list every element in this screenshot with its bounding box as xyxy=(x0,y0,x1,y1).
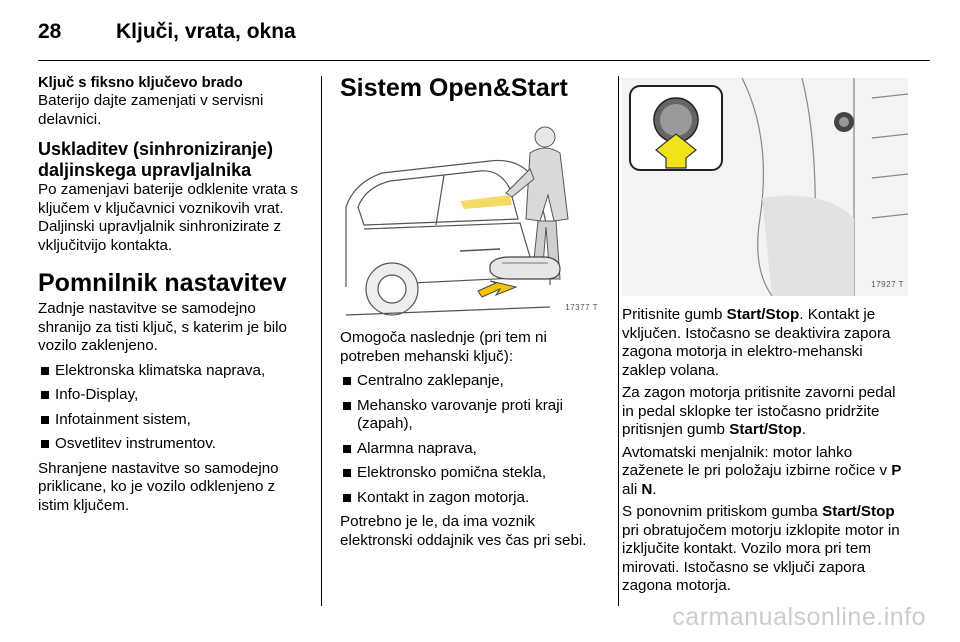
paragraph-key-battery: Baterijo dajte zamenjati v servisni delavnici. xyxy=(38,92,264,128)
column-divider-2 xyxy=(618,76,619,606)
list-item: Infotainment sistem, xyxy=(38,411,310,430)
figure-code: 17377 T xyxy=(565,302,598,312)
watermark: carmanualsonline.info xyxy=(672,603,926,631)
figure-code: 17927 T xyxy=(871,279,904,289)
paragraph-start-stop-1: Pritisnite gumb Start/Stop. Kontakt je vključen. Istočasno se deaktivira zapora zagona motorja in elektro-mehanski zaklep volana. xyxy=(622,306,891,379)
paragraph-start-stop-3: Avtomatski menjalnik: motor lahko zaženete le pri položaju izbirne ročice v P ali N. xyxy=(622,443,902,498)
list-item: Centralno zaklepanje, xyxy=(340,372,610,391)
car-door-illustration xyxy=(340,109,602,319)
page-header xyxy=(38,20,296,50)
list-item: Elektronska klimatska naprava, xyxy=(38,362,310,381)
start-stop-figure xyxy=(622,78,908,296)
section-heading-open-start: Sistem Open&Start xyxy=(340,74,568,102)
list-item: Info-Display, xyxy=(38,386,310,405)
paragraph-sync: Po zamenjavi baterije odklenite vrata s ključem v ključavnici voznikovih vrat. Daljinski upravljalnik sinhronizirate z vključitvijo kontakta. xyxy=(38,181,299,254)
column-divider-1 xyxy=(321,76,322,606)
section-heading-memory: Pomnilnik nastavitev xyxy=(38,269,287,297)
section-heading-sync: Uskladitev (sinhroniziranje) daljinskega upravljalnika xyxy=(38,139,274,180)
paragraph-open-start-footer: Potrebno je le, da ima voznik elektronski oddajnik ves čas pri sebi. xyxy=(340,513,587,549)
header-divider xyxy=(38,60,930,61)
paragraph-start-stop-4: S ponovnim pritiskom gumba Start/Stop pri obratujočem motorju izklopite motor in izključite kontakt. Vozilo mora pri tem mirovati. Istočasno se vključi zapora zagona motorja. xyxy=(622,503,900,594)
memory-list xyxy=(38,362,310,454)
page-number: 28 xyxy=(38,20,62,43)
column-middle xyxy=(340,74,610,554)
open-start-figure xyxy=(340,109,602,319)
paragraph-open-start-intro: Omogoča naslednje (pri tem ni potreben mehanski ključ): xyxy=(340,329,547,365)
column-right xyxy=(622,74,907,600)
open-start-list xyxy=(340,372,610,507)
list-item: Elektronsko pomična stekla, xyxy=(340,464,610,483)
list-item: Alarmna naprava, xyxy=(340,440,610,459)
section-heading-key-battery: Ključ s fiksno ključevo brado xyxy=(38,75,243,91)
column-left xyxy=(38,74,310,519)
paragraph-start-stop-2: Za zagon motorja pritisnite zavorni pedal in pedal sklopke ter istočasno pridržite pritisnjen gumb Start/Stop. xyxy=(622,384,896,438)
list-item: Kontakt in zagon motorja. xyxy=(340,489,610,508)
list-item: Osvetlitev instrumentov. xyxy=(38,435,310,454)
paragraph-memory-footer: Shranjene nastavitve so samodejno priklicane, ko je vozilo odklenjeno z istim ključem. xyxy=(38,459,279,514)
start-stop-button-illustration xyxy=(622,78,908,296)
page-title: Ključi, vrata, okna xyxy=(116,20,296,43)
list-item: Mehansko varovanje proti kraji (zapah), xyxy=(340,397,610,434)
paragraph-memory: Zadnje nastavitve se samodejno shranijo za tisti ključ, s katerim je bilo vozilo zaklenjeno. xyxy=(38,300,287,354)
